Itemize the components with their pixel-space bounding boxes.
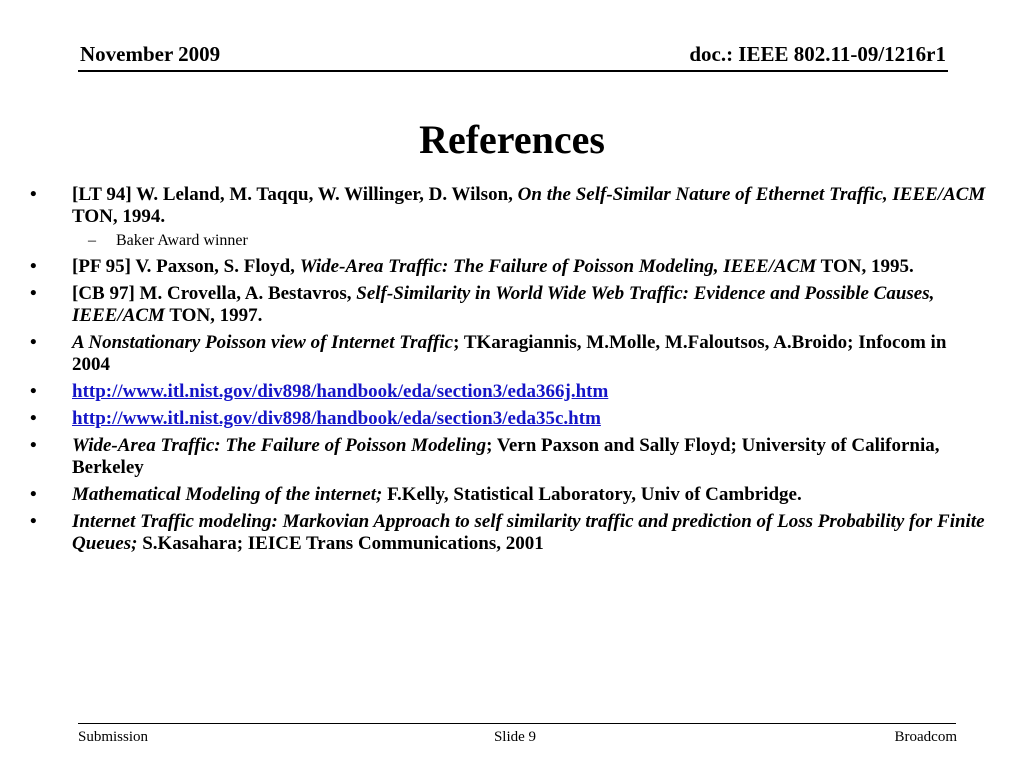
- reference-title: Wide-Area Traffic: The Failure of Poisson Modeling: [72, 435, 487, 456]
- reference-text: TON, 1997.: [164, 305, 263, 326]
- reference-item: [28, 381, 988, 403]
- reference-item: [28, 332, 988, 376]
- reference-item: [28, 256, 988, 278]
- reference-title: A Nonstationary Poisson view of Internet Traffic: [72, 332, 454, 353]
- reference-item: [28, 408, 988, 430]
- slide-title: References: [419, 117, 605, 162]
- reference-text: [PF 95] V. Paxson, S. Floyd,: [72, 256, 300, 277]
- bullet: •: [30, 511, 37, 532]
- subitem-text: Baker Award winner: [116, 232, 248, 249]
- footer-divider: [78, 723, 956, 724]
- reference-text: TON, 1995.: [816, 256, 914, 277]
- reference-text: [CB 97] M. Crovella, A. Bestavros,: [72, 283, 357, 304]
- reference-text: ; TKaragiannis, M.Molle, M.Faloutsos, A.Broido; Infocom in 2004: [72, 332, 947, 375]
- reference-text: F.Kelly, Statistical Laboratory, Univ of Cambridge.: [382, 484, 802, 505]
- slide-header: [78, 40, 948, 72]
- bullet: •: [30, 435, 37, 456]
- footer-slide-number: Slide 9: [493, 729, 537, 745]
- header-doc-id: doc.: IEEE 802.11-09/1216r1: [689, 42, 946, 66]
- bullet: •: [30, 408, 37, 429]
- footer-company: Broadcom: [894, 729, 957, 745]
- reference-title: Internet Traffic modeling: Markovian Approach to self similarity traffic and prediction of Loss Probability for Finite Queues;: [72, 511, 985, 554]
- reference-item: [28, 435, 988, 479]
- reference-item: [28, 484, 988, 506]
- dash: –: [88, 232, 96, 249]
- reference-link[interactable]: http://www.itl.nist.gov/div898/handbook/eda/section3/eda366j.htm: [72, 381, 609, 402]
- reference-item: [28, 511, 988, 555]
- reference-title: Mathematical Modeling of the internet;: [72, 484, 383, 505]
- bullet: •: [30, 184, 37, 205]
- reference-title: Self-Similarity in World Wide Web Traffic: Evidence and Possible Causes, IEEE/ACM: [72, 283, 935, 326]
- reference-subitem: [28, 231, 988, 251]
- reference-text: TON, 1994.: [72, 206, 166, 227]
- reference-text: S.Kasahara; IEICE Trans Communications, 2001: [137, 533, 544, 554]
- reference-text: [LT 94] W. Leland, M. Taqqu, W. Willinger, D. Wilson,: [72, 184, 518, 205]
- footer-submission: Submission: [78, 729, 149, 745]
- reference-title: On the Self-Similar Nature of Ethernet Traffic, IEEE/ACM: [517, 184, 986, 205]
- references-list: [28, 184, 988, 560]
- reference-text: ; Vern Paxson and Sally Floyd; University of California, Berkeley: [72, 435, 940, 478]
- bullet: •: [30, 484, 37, 505]
- reference-title: Wide-Area Traffic: The Failure of Poisson Modeling, IEEE/ACM: [299, 256, 817, 277]
- bullet: •: [30, 256, 37, 277]
- bullet: •: [30, 283, 37, 304]
- header-date: November 2009: [80, 42, 221, 66]
- bullet: •: [30, 332, 37, 353]
- bullet: •: [30, 381, 37, 402]
- reference-item: [28, 283, 988, 327]
- reference-link[interactable]: http://www.itl.nist.gov/div898/handbook/eda/section3/eda35c.htm: [72, 408, 601, 429]
- reference-item: [28, 184, 988, 228]
